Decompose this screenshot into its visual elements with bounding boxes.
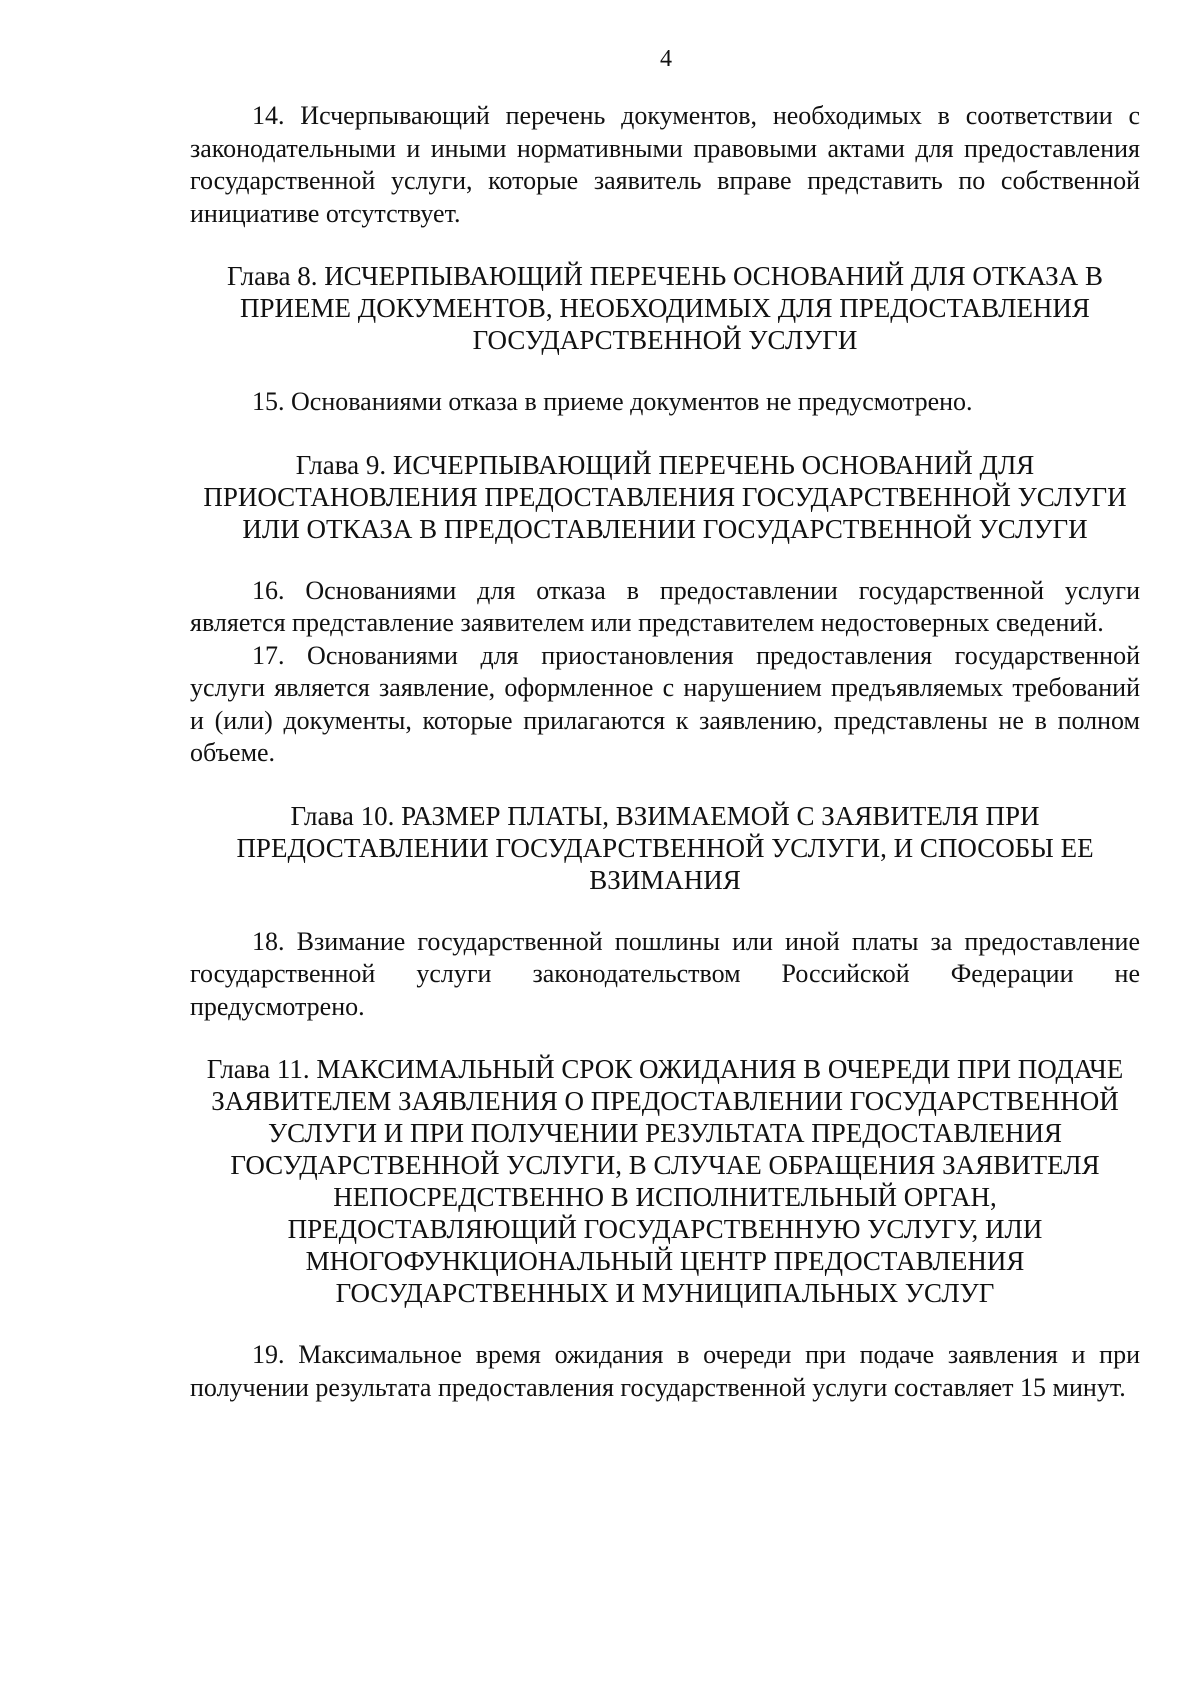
page-number: 4	[660, 46, 672, 72]
paragraph-16: 16. Основаниями для отказа в предоставлении государственной услуги является представление заявителем или представителем недостоверных сведений.	[190, 575, 1140, 637]
paragraph-15: 15. Основаниями отказа в приеме документов не предусмотрено.	[252, 387, 973, 416]
paragraph-19: 19. Максимальное время ожидания в очереди при подаче заявления и при получении результата предоставления государственной услуги составляет 15 минут.	[190, 1340, 1140, 1402]
paragraph-18: 18. Взимание государственной пошлины или иной платы за предоставление государственной услуги законодательством Российской Федерации не предусмотрено.	[190, 926, 1140, 1021]
paragraph-14: 14. Исчерпывающий перечень документов, необходимых в соответствии с законодательными и иными нормативными правовыми актами для предоставления государственной услуги, которые заявитель вправе представить по собственной инициативе отсутствует.	[190, 101, 1140, 228]
document-body	[190, 100, 1140, 1404]
chapter-8-heading: Глава 8. ИСЧЕРПЫВАЮЩИЙ ПЕРЕЧЕНЬ ОСНОВАНИЙ ДЛЯ ОТКАЗА В ПРИЕМЕ ДОКУМЕНТОВ, НЕОБХОДИМЫХ ДЛЯ ПРЕДОСТАВЛЕНИЯ ГОСУДАРСТВЕННОЙ УСЛУГИ	[227, 261, 1103, 355]
chapter-11-heading: Глава 11. МАКСИМАЛЬНЫЙ СРОК ОЖИДАНИЯ В ОЧЕРЕДИ ПРИ ПОДАЧЕ ЗАЯВИТЕЛЕМ ЗАЯВЛЕНИЯ О ПРЕДОСТАВЛЕНИИ ГОСУДАРСТВЕННОЙ УСЛУГИ И ПРИ ПОЛУЧЕНИИ РЕЗУЛЬТАТА ПРЕДОСТАВЛЕНИЯ ГОСУДАРСТВЕННОЙ УСЛУГИ, В СЛУЧАЕ ОБРАЩЕНИЯ ЗАЯВИТЕЛЯ НЕПОСРЕДСТВЕННО В ИСПОЛНИТЕЛЬНЫЙ ОРГАН, ПРЕДОСТАВЛЯЮЩИЙ ГОСУДАРСТВЕННУЮ УСЛУГУ, ИЛИ МНОГОФУНКЦИОНАЛЬНЫЙ ЦЕНТР ПРЕДОСТАВЛЕНИЯ ГОСУДАРСТВЕННЫХ И МУНИЦИПАЛЬНЫХ УСЛУГ	[206, 1054, 1124, 1308]
paragraph-17: 17. Основаниями для приостановления предоставления государственной услуги является заявление, оформленное с нарушением предъявляемых требований и (или) документы, которые прилагаются к заявлению, представлены не в полном объеме.	[190, 640, 1140, 767]
chapter-9-heading: Глава 9. ИСЧЕРПЫВАЮЩИЙ ПЕРЕЧЕНЬ ОСНОВАНИЙ ДЛЯ ПРИОСТАНОВЛЕНИЯ ПРЕДОСТАВЛЕНИЯ ГОСУДАРСТВЕННОЙ УСЛУГИ ИЛИ ОТКАЗА В ПРЕДОСТАВЛЕНИИ ГОСУДАРСТВЕННОЙ УСЛУГИ	[203, 449, 1127, 544]
chapter-10-heading: Глава 10. РАЗМЕР ПЛАТЫ, ВЗИМАЕМОЙ С ЗАЯВИТЕЛЯ ПРИ ПРЕДОСТАВЛЕНИИ ГОСУДАРСТВЕННОЙ УСЛУГИ, И СПОСОБЫ ЕЕ ВЗИМАНИЯ	[236, 800, 1094, 895]
